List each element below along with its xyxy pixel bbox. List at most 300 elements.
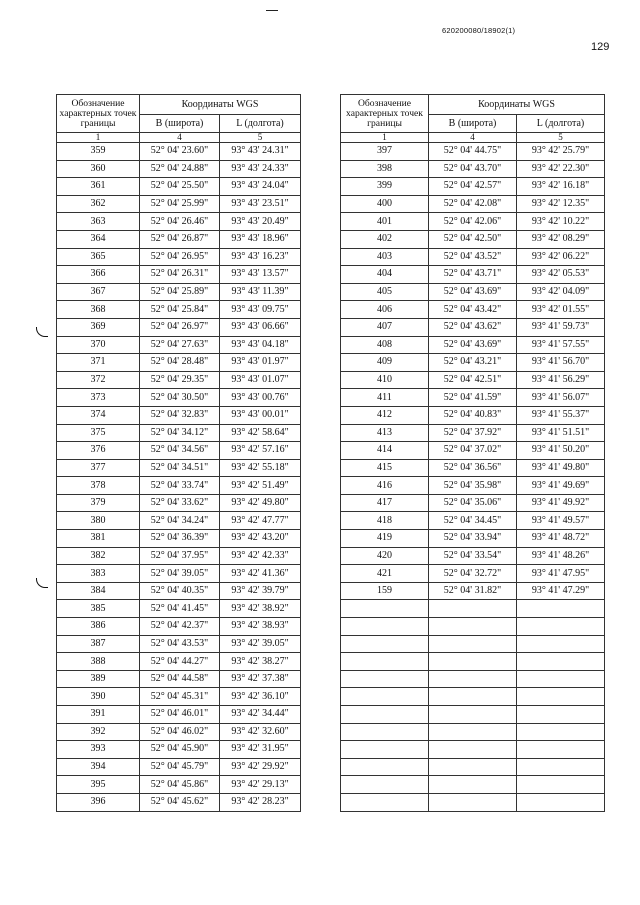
latitude-cell: 52° 04' 33.54" — [429, 547, 517, 565]
latitude-cell: 52° 04' 33.62" — [140, 494, 220, 512]
table-row — [57, 195, 301, 213]
point-number-cell: 410 — [341, 371, 429, 389]
longitude-cell: 93° 41' 59.73" — [517, 318, 605, 336]
latitude-cell: 52° 04' 37.92" — [429, 424, 517, 442]
longitude-cell: 93° 43' 24.33" — [220, 160, 301, 178]
point-number-cell — [341, 635, 429, 653]
longitude-cell: 93° 42' 39.05" — [220, 635, 301, 653]
latitude-cell: 52° 04' 31.82" — [429, 582, 517, 600]
table-row — [57, 354, 301, 372]
table-row — [341, 565, 605, 583]
table-row — [57, 565, 301, 583]
latitude-cell: 52° 04' 45.79" — [140, 758, 220, 776]
table-row — [57, 635, 301, 653]
point-number-cell: 411 — [341, 389, 429, 407]
point-number-cell — [341, 688, 429, 706]
longitude-cell: 93° 41' 47.95" — [517, 565, 605, 583]
table-row — [57, 530, 301, 548]
point-number-cell — [341, 600, 429, 618]
point-number-cell: 382 — [57, 547, 140, 565]
point-number-cell: 377 — [57, 459, 140, 477]
latitude-cell: 52° 04' 32.72" — [429, 565, 517, 583]
point-number-cell: 364 — [57, 230, 140, 248]
longitude-cell: 93° 42' 28.23" — [220, 793, 301, 811]
table-row — [57, 301, 301, 319]
table-row — [57, 706, 301, 724]
table-row — [341, 318, 605, 336]
latitude-cell: 52° 04' 42.06" — [429, 213, 517, 231]
point-number-cell: 385 — [57, 600, 140, 618]
latitude-header: B (широта) — [429, 115, 517, 133]
longitude-cell — [517, 793, 605, 811]
table-row — [57, 477, 301, 495]
table-row — [57, 653, 301, 671]
table-row — [341, 618, 605, 636]
longitude-cell: 93° 42' 32.60" — [220, 723, 301, 741]
longitude-cell: 93° 43' 23.51" — [220, 195, 301, 213]
longitude-cell: 93° 41' 48.72" — [517, 530, 605, 548]
longitude-cell: 93° 42' 37.38" — [220, 670, 301, 688]
longitude-cell: 93° 42' 36.10" — [220, 688, 301, 706]
table-row — [57, 266, 301, 284]
latitude-cell: 52° 04' 34.56" — [140, 442, 220, 460]
point-number-cell: 403 — [341, 248, 429, 266]
point-number-cell: 367 — [57, 283, 140, 301]
point-number-cell: 407 — [341, 318, 429, 336]
longitude-cell: 93° 41' 57.55" — [517, 336, 605, 354]
longitude-cell: 93° 42' 49.80" — [220, 494, 301, 512]
latitude-cell — [429, 688, 517, 706]
latitude-cell: 52° 04' 25.99" — [140, 195, 220, 213]
latitude-cell: 52° 04' 44.27" — [140, 653, 220, 671]
table-row — [57, 547, 301, 565]
longitude-cell: 93° 42' 12.35" — [517, 195, 605, 213]
longitude-cell: 93° 42' 57.16" — [220, 442, 301, 460]
latitude-cell: 52° 04' 32.83" — [140, 406, 220, 424]
point-number-cell — [341, 618, 429, 636]
table-row — [341, 178, 605, 196]
latitude-cell — [429, 635, 517, 653]
point-number-cell: 395 — [57, 776, 140, 794]
table-row — [57, 143, 301, 161]
table-row — [341, 160, 605, 178]
point-number-cell: 416 — [341, 477, 429, 495]
latitude-cell: 52° 04' 45.90" — [140, 741, 220, 759]
table-row — [341, 213, 605, 231]
latitude-cell: 52° 04' 36.56" — [429, 459, 517, 477]
point-number-cell: 371 — [57, 354, 140, 372]
latitude-cell: 52° 04' 33.94" — [429, 530, 517, 548]
table-row — [341, 266, 605, 284]
longitude-cell: 93° 41' 56.29" — [517, 371, 605, 389]
latitude-cell: 52° 04' 34.45" — [429, 512, 517, 530]
latitude-cell — [429, 776, 517, 794]
latitude-cell: 52° 04' 24.88" — [140, 160, 220, 178]
table-row — [341, 354, 605, 372]
point-number-cell: 369 — [57, 318, 140, 336]
point-number-cell — [341, 758, 429, 776]
longitude-header: L (долгота) — [517, 115, 605, 133]
table-row — [341, 706, 605, 724]
longitude-cell: 93° 42' 06.22" — [517, 248, 605, 266]
table-row — [341, 424, 605, 442]
latitude-cell — [429, 618, 517, 636]
point-number-cell: 386 — [57, 618, 140, 636]
longitude-cell: 93° 43' 18.96" — [220, 230, 301, 248]
latitude-cell: 52° 04' 27.63" — [140, 336, 220, 354]
table-row — [57, 723, 301, 741]
point-number-cell: 159 — [341, 582, 429, 600]
point-number-cell: 400 — [341, 195, 429, 213]
longitude-cell: 93° 43' 04.18" — [220, 336, 301, 354]
table-row — [57, 494, 301, 512]
longitude-cell: 93° 42' 08.29" — [517, 230, 605, 248]
table-row — [57, 178, 301, 196]
longitude-cell: 93° 41' 47.29" — [517, 582, 605, 600]
table-row — [341, 582, 605, 600]
table-row — [341, 494, 605, 512]
longitude-cell — [517, 670, 605, 688]
longitude-cell: 93° 43' 20.49" — [220, 213, 301, 231]
point-number-cell: 373 — [57, 389, 140, 407]
table-row — [57, 793, 301, 811]
table-row — [341, 143, 605, 161]
point-number-cell: 375 — [57, 424, 140, 442]
longitude-cell — [517, 741, 605, 759]
longitude-cell — [517, 600, 605, 618]
table-row — [341, 776, 605, 794]
latitude-cell: 52° 04' 25.84" — [140, 301, 220, 319]
latitude-cell: 52° 04' 26.46" — [140, 213, 220, 231]
longitude-cell: 93° 42' 38.27" — [220, 653, 301, 671]
latitude-cell: 52° 04' 43.42" — [429, 301, 517, 319]
point-number-cell: 384 — [57, 582, 140, 600]
longitude-cell: 93° 42' 16.18" — [517, 178, 605, 196]
point-number-cell: 415 — [341, 459, 429, 477]
latitude-cell: 52° 04' 35.98" — [429, 477, 517, 495]
point-number-cell: 378 — [57, 477, 140, 495]
margin-bracket-mark — [36, 327, 48, 337]
latitude-cell: 52° 04' 35.06" — [429, 494, 517, 512]
column-number: 1 — [57, 133, 140, 143]
longitude-cell: 93° 43' 01.97" — [220, 354, 301, 372]
longitude-cell: 93° 42' 43.20" — [220, 530, 301, 548]
point-number-cell: 419 — [341, 530, 429, 548]
table-row — [341, 283, 605, 301]
table-row — [341, 530, 605, 548]
longitude-cell: 93° 43' 16.23" — [220, 248, 301, 266]
point-number-cell: 368 — [57, 301, 140, 319]
point-number-cell — [341, 723, 429, 741]
longitude-cell: 93° 43' 13.57" — [220, 266, 301, 284]
latitude-cell: 52° 04' 45.86" — [140, 776, 220, 794]
column-number: 1 — [341, 133, 429, 143]
table-row — [341, 758, 605, 776]
point-number-cell: 380 — [57, 512, 140, 530]
table-row — [57, 283, 301, 301]
point-number-cell: 417 — [341, 494, 429, 512]
table-row — [57, 318, 301, 336]
latitude-cell: 52° 04' 37.02" — [429, 442, 517, 460]
table-row — [341, 459, 605, 477]
latitude-cell — [429, 758, 517, 776]
longitude-cell: 93° 42' 31.95" — [220, 741, 301, 759]
longitude-cell: 93° 42' 10.22" — [517, 213, 605, 231]
point-number-cell — [341, 706, 429, 724]
latitude-cell: 52° 04' 37.95" — [140, 547, 220, 565]
table-row — [57, 230, 301, 248]
longitude-cell — [517, 618, 605, 636]
longitude-cell — [517, 688, 605, 706]
table-row — [57, 442, 301, 460]
table-row — [341, 477, 605, 495]
point-number-cell: 379 — [57, 494, 140, 512]
point-number-cell: 396 — [57, 793, 140, 811]
latitude-cell: 52° 04' 43.53" — [140, 635, 220, 653]
point-number-cell: 404 — [341, 266, 429, 284]
longitude-cell: 93° 42' 58.64" — [220, 424, 301, 442]
latitude-cell: 52° 04' 23.60" — [140, 143, 220, 161]
longitude-cell: 93° 43' 24.31" — [220, 143, 301, 161]
point-number-cell: 370 — [57, 336, 140, 354]
coordinates-table-left — [56, 94, 301, 812]
longitude-cell: 93° 41' 49.57" — [517, 512, 605, 530]
latitude-cell: 52° 04' 26.31" — [140, 266, 220, 284]
latitude-cell: 52° 04' 44.75" — [429, 143, 517, 161]
column-number: 5 — [517, 133, 605, 143]
latitude-cell: 52° 04' 40.83" — [429, 406, 517, 424]
latitude-cell: 52° 04' 26.95" — [140, 248, 220, 266]
coordinates-table-right — [340, 94, 605, 812]
longitude-cell: 93° 42' 39.79" — [220, 582, 301, 600]
point-number-cell: 408 — [341, 336, 429, 354]
column-number: 4 — [429, 133, 517, 143]
point-number-cell: 397 — [341, 143, 429, 161]
table-row — [341, 230, 605, 248]
point-number-cell: 394 — [57, 758, 140, 776]
point-number-cell: 418 — [341, 512, 429, 530]
latitude-cell: 52° 04' 43.69" — [429, 336, 517, 354]
point-number-cell: 406 — [341, 301, 429, 319]
latitude-cell: 52° 04' 39.05" — [140, 565, 220, 583]
margin-bracket-mark — [36, 578, 48, 588]
point-number-cell — [341, 653, 429, 671]
document-code: 620200080/18902(1) — [442, 26, 516, 35]
latitude-cell: 52° 04' 26.87" — [140, 230, 220, 248]
latitude-cell: 52° 04' 30.50" — [140, 389, 220, 407]
point-designation-header: Обозначение характерных точек границы — [57, 95, 140, 133]
point-number-cell: 392 — [57, 723, 140, 741]
latitude-cell: 52° 04' 43.21" — [429, 354, 517, 372]
point-number-cell: 391 — [57, 706, 140, 724]
longitude-cell: 93° 43' 00.76" — [220, 389, 301, 407]
longitude-cell: 93° 42' 42.33" — [220, 547, 301, 565]
longitude-cell — [517, 758, 605, 776]
latitude-cell: 52° 04' 42.51" — [429, 371, 517, 389]
latitude-header: B (широта) — [140, 115, 220, 133]
latitude-cell: 52° 04' 25.50" — [140, 178, 220, 196]
table-row — [57, 424, 301, 442]
latitude-cell — [429, 600, 517, 618]
table-row — [341, 442, 605, 460]
latitude-cell: 52° 04' 36.39" — [140, 530, 220, 548]
table-row — [341, 301, 605, 319]
table-row — [57, 670, 301, 688]
longitude-cell: 93° 42' 05.53" — [517, 266, 605, 284]
latitude-cell: 52° 04' 34.12" — [140, 424, 220, 442]
longitude-cell: 93° 42' 04.09" — [517, 283, 605, 301]
column-number: 4 — [140, 133, 220, 143]
point-number-cell: 365 — [57, 248, 140, 266]
point-designation-header: Обозначение характерных точек границы — [341, 95, 429, 133]
point-number-cell: 399 — [341, 178, 429, 196]
longitude-cell: 93° 42' 55.18" — [220, 459, 301, 477]
table-row — [341, 336, 605, 354]
longitude-cell — [517, 635, 605, 653]
table-row — [341, 248, 605, 266]
longitude-cell — [517, 723, 605, 741]
latitude-cell: 52° 04' 42.08" — [429, 195, 517, 213]
table-body — [341, 143, 605, 812]
latitude-cell — [429, 670, 517, 688]
table-row — [341, 195, 605, 213]
latitude-cell — [429, 706, 517, 724]
longitude-cell: 93° 41' 51.51" — [517, 424, 605, 442]
latitude-cell: 52° 04' 42.50" — [429, 230, 517, 248]
point-number-cell: 389 — [57, 670, 140, 688]
point-number-cell: 374 — [57, 406, 140, 424]
longitude-cell: 93° 42' 38.93" — [220, 618, 301, 636]
point-number-cell: 390 — [57, 688, 140, 706]
table-row — [341, 600, 605, 618]
point-number-cell: 381 — [57, 530, 140, 548]
latitude-cell: 52° 04' 44.58" — [140, 670, 220, 688]
table-row — [341, 547, 605, 565]
table-row — [57, 406, 301, 424]
point-number-cell: 413 — [341, 424, 429, 442]
table-row — [341, 723, 605, 741]
point-number-cell: 383 — [57, 565, 140, 583]
latitude-cell: 52° 04' 46.02" — [140, 723, 220, 741]
table-row — [341, 741, 605, 759]
latitude-cell: 52° 04' 42.37" — [140, 618, 220, 636]
point-number-cell: 398 — [341, 160, 429, 178]
table-row — [57, 512, 301, 530]
table-row — [57, 582, 301, 600]
longitude-cell: 93° 42' 25.79" — [517, 143, 605, 161]
latitude-cell: 52° 04' 41.45" — [140, 600, 220, 618]
point-number-cell: 361 — [57, 178, 140, 196]
longitude-cell: 93° 41' 56.07" — [517, 389, 605, 407]
latitude-cell — [429, 653, 517, 671]
latitude-cell: 52° 04' 34.51" — [140, 459, 220, 477]
longitude-cell — [517, 706, 605, 724]
longitude-cell: 93° 43' 06.66" — [220, 318, 301, 336]
point-number-cell: 372 — [57, 371, 140, 389]
longitude-cell — [517, 776, 605, 794]
table-row — [57, 389, 301, 407]
latitude-cell: 52° 04' 45.31" — [140, 688, 220, 706]
longitude-cell: 93° 42' 41.36" — [220, 565, 301, 583]
table-row — [341, 793, 605, 811]
latitude-cell: 52° 04' 43.71" — [429, 266, 517, 284]
latitude-cell: 52° 04' 43.62" — [429, 318, 517, 336]
coordinates-header: Координаты WGS — [140, 95, 301, 115]
latitude-cell: 52° 04' 28.48" — [140, 354, 220, 372]
longitude-cell: 93° 42' 01.55" — [517, 301, 605, 319]
table-row — [57, 336, 301, 354]
longitude-cell: 93° 41' 49.80" — [517, 459, 605, 477]
table-row — [57, 213, 301, 231]
table-row — [341, 389, 605, 407]
table-row — [57, 776, 301, 794]
latitude-cell: 52° 04' 34.24" — [140, 512, 220, 530]
point-number-cell: 401 — [341, 213, 429, 231]
longitude-cell: 93° 42' 29.13" — [220, 776, 301, 794]
point-number-cell — [341, 776, 429, 794]
latitude-cell: 52° 04' 25.89" — [140, 283, 220, 301]
longitude-cell: 93° 41' 55.37" — [517, 406, 605, 424]
point-number-cell: 363 — [57, 213, 140, 231]
latitude-cell: 52° 04' 42.57" — [429, 178, 517, 196]
point-number-cell: 420 — [341, 547, 429, 565]
table-row — [341, 371, 605, 389]
longitude-header: L (долгота) — [220, 115, 301, 133]
table-row — [57, 688, 301, 706]
latitude-cell: 52° 04' 43.70" — [429, 160, 517, 178]
longitude-cell: 93° 43' 01.07" — [220, 371, 301, 389]
table-row — [341, 512, 605, 530]
page-number: 129 — [591, 41, 610, 53]
longitude-cell: 93° 42' 29.92" — [220, 758, 301, 776]
latitude-cell: 52° 04' 43.52" — [429, 248, 517, 266]
table-row — [57, 618, 301, 636]
table-row — [341, 406, 605, 424]
longitude-cell — [517, 653, 605, 671]
point-number-cell: 393 — [57, 741, 140, 759]
table-row — [341, 653, 605, 671]
latitude-cell: 52° 04' 43.69" — [429, 283, 517, 301]
point-number-cell: 405 — [341, 283, 429, 301]
longitude-cell: 93° 41' 50.20" — [517, 442, 605, 460]
point-number-cell: 366 — [57, 266, 140, 284]
longitude-cell: 93° 41' 49.69" — [517, 477, 605, 495]
point-number-cell: 360 — [57, 160, 140, 178]
longitude-cell: 93° 42' 22.30" — [517, 160, 605, 178]
latitude-cell: 52° 04' 41.59" — [429, 389, 517, 407]
longitude-cell: 93° 41' 48.26" — [517, 547, 605, 565]
point-number-cell: 409 — [341, 354, 429, 372]
longitude-cell: 93° 42' 51.49" — [220, 477, 301, 495]
longitude-cell: 93° 43' 24.04" — [220, 178, 301, 196]
latitude-cell: 52° 04' 33.74" — [140, 477, 220, 495]
longitude-cell: 93° 43' 00.01" — [220, 406, 301, 424]
table-row — [57, 459, 301, 477]
point-number-cell — [341, 670, 429, 688]
point-number-cell: 388 — [57, 653, 140, 671]
point-number-cell — [341, 741, 429, 759]
point-number-cell: 421 — [341, 565, 429, 583]
table-row — [57, 371, 301, 389]
longitude-cell: 93° 41' 49.92" — [517, 494, 605, 512]
table-row — [341, 688, 605, 706]
latitude-cell: 52° 04' 45.62" — [140, 793, 220, 811]
table-row — [57, 248, 301, 266]
longitude-cell: 93° 43' 09.75" — [220, 301, 301, 319]
longitude-cell: 93° 42' 34.44" — [220, 706, 301, 724]
latitude-cell — [429, 741, 517, 759]
point-number-cell: 362 — [57, 195, 140, 213]
